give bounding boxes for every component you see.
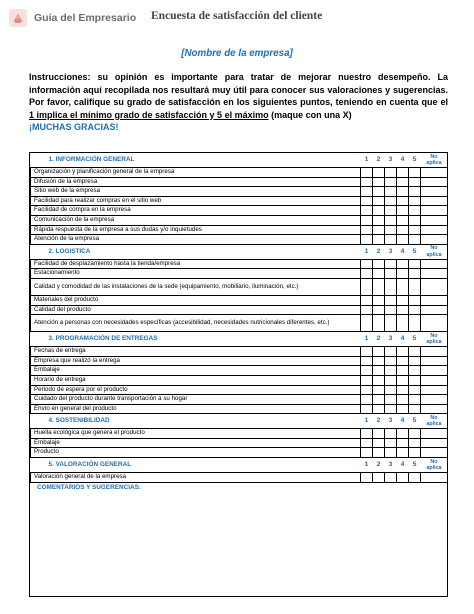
rating-box-1[interactable] bbox=[361, 168, 373, 178]
rating-box-4[interactable] bbox=[397, 385, 409, 395]
rating-box-2[interactable] bbox=[373, 269, 385, 279]
rating-box-na[interactable] bbox=[421, 187, 448, 197]
rating-box-5[interactable] bbox=[409, 375, 421, 385]
table-row bbox=[31, 206, 448, 216]
instructions-scale-note: 1 implica el mínimo grado de satisfacción y 5 el máximo bbox=[29, 109, 269, 120]
criterion-label: Envío en general del producto bbox=[31, 404, 361, 414]
criterion-label: Organización y planificación general de la empresa bbox=[31, 168, 361, 178]
rating-box-5[interactable] bbox=[409, 429, 421, 439]
rating-box-na[interactable] bbox=[421, 375, 448, 385]
scale-header-s1: 1 bbox=[364, 335, 369, 343]
rating-box-na[interactable] bbox=[421, 385, 448, 395]
rating-box-3[interactable] bbox=[385, 196, 397, 206]
document-title: Encuesta de satisfacción del cliente bbox=[151, 10, 323, 22]
rating-box-1[interactable] bbox=[361, 429, 373, 439]
rating-box-5[interactable] bbox=[409, 438, 421, 448]
rating-box-2[interactable] bbox=[373, 315, 385, 332]
criterion-label: Cuidado del producto durante transportación a su hogar bbox=[31, 395, 361, 405]
rating-box-2[interactable] bbox=[373, 375, 385, 385]
rating-box-5[interactable] bbox=[409, 168, 421, 178]
rating-box-3[interactable] bbox=[385, 305, 397, 315]
table-row bbox=[31, 235, 448, 245]
table-row bbox=[31, 473, 448, 483]
rating-box-1[interactable] bbox=[361, 438, 373, 448]
scale-header-s2: 2 bbox=[376, 247, 381, 255]
rating-box-2[interactable] bbox=[373, 385, 385, 395]
table-row bbox=[31, 225, 448, 235]
rating-box-4[interactable] bbox=[397, 347, 409, 357]
rating-box-1[interactable] bbox=[361, 215, 373, 225]
not-applicable-header bbox=[421, 244, 448, 259]
table-row bbox=[31, 259, 448, 269]
rating-box-1[interactable] bbox=[361, 404, 373, 414]
scale-header-s3: 3 bbox=[388, 247, 393, 255]
rating-box-3[interactable] bbox=[385, 404, 397, 414]
rating-box-1[interactable] bbox=[361, 305, 373, 315]
rating-box-3[interactable] bbox=[385, 187, 397, 197]
rating-box-2[interactable] bbox=[373, 448, 385, 458]
rating-box-5[interactable] bbox=[409, 269, 421, 279]
rating-box-5[interactable] bbox=[409, 448, 421, 458]
rating-box-4[interactable] bbox=[397, 305, 409, 315]
rating-box-5[interactable] bbox=[409, 366, 421, 376]
rating-box-5[interactable] bbox=[409, 259, 421, 269]
rating-box-1[interactable] bbox=[361, 196, 373, 206]
rating-box-4[interactable] bbox=[397, 206, 409, 216]
criterion-label: Sitio web de la empresa bbox=[31, 187, 361, 197]
rating-box-4[interactable] bbox=[397, 269, 409, 279]
rating-box-2[interactable] bbox=[373, 429, 385, 439]
rating-box-na[interactable] bbox=[421, 438, 448, 448]
section-header bbox=[31, 244, 448, 259]
rating-box-5[interactable] bbox=[409, 196, 421, 206]
rating-box-4[interactable] bbox=[397, 295, 409, 305]
criterion-label: Difusión de la empresa bbox=[31, 177, 361, 187]
rating-box-2[interactable] bbox=[373, 473, 385, 483]
rating-box-4[interactable] bbox=[397, 225, 409, 235]
rating-box-5[interactable] bbox=[409, 177, 421, 187]
scale-header-s3: 3 bbox=[388, 417, 393, 425]
criterion-label: Empresa que realizó la entrega bbox=[31, 356, 361, 366]
rating-box-3[interactable] bbox=[385, 235, 397, 245]
rating-box-4[interactable] bbox=[397, 404, 409, 414]
rating-box-3[interactable] bbox=[385, 278, 397, 295]
rating-box-3[interactable] bbox=[385, 366, 397, 376]
rating-box-5[interactable] bbox=[409, 404, 421, 414]
rating-box-na[interactable] bbox=[421, 196, 448, 206]
section-header bbox=[31, 458, 448, 473]
rating-box-4[interactable] bbox=[397, 429, 409, 439]
rating-box-3[interactable] bbox=[385, 315, 397, 332]
section-title: 1. INFORMACIÓN GENERAL bbox=[48, 156, 135, 163]
rating-box-na[interactable] bbox=[421, 269, 448, 279]
scale-header-s1: 1 bbox=[364, 417, 369, 425]
rating-box-3[interactable] bbox=[385, 269, 397, 279]
rating-box-na[interactable] bbox=[421, 305, 448, 315]
instructions-tail: (maque con una X) bbox=[268, 109, 352, 120]
scale-header-s5: 5 bbox=[412, 461, 417, 469]
criterion-label: Atención de la empresa bbox=[31, 235, 361, 245]
na-line-1: No bbox=[430, 414, 438, 421]
rating-box-1[interactable] bbox=[361, 315, 373, 332]
section-title: 4. SOSTENIBILIDAD bbox=[48, 417, 110, 425]
table-row bbox=[31, 395, 448, 405]
thanks-text: ¡MUCHAS GRACIAS! bbox=[29, 122, 119, 132]
scale-header-s1: 1 bbox=[364, 156, 369, 163]
scale-header-s5: 5 bbox=[412, 247, 417, 255]
rating-box-3[interactable] bbox=[385, 375, 397, 385]
rating-box-3[interactable] bbox=[385, 438, 397, 448]
rating-box-1[interactable] bbox=[361, 177, 373, 187]
instructions-lead: Instrucciones: su opinión es importante para tratar de mejorar nuestro desempeño. La información aquí recopilada nos resultará muy útil para conocer sus valoraciones y sugerencias. Por favor, califique su grado de satisfacción en los siguientes puntos, teniendo en cuenta que el bbox=[29, 72, 448, 107]
na-line-2: aplica bbox=[426, 251, 442, 258]
scale-header-s3: 3 bbox=[388, 156, 393, 163]
table-row bbox=[31, 366, 448, 376]
table-row bbox=[31, 177, 448, 187]
na-line-1: No bbox=[430, 332, 438, 339]
not-applicable-header bbox=[421, 458, 448, 473]
rating-box-5[interactable] bbox=[409, 473, 421, 483]
scale-header-s5: 5 bbox=[412, 156, 417, 163]
rating-box-3[interactable] bbox=[385, 448, 397, 458]
na-line-2: aplica bbox=[426, 160, 442, 166]
table-row bbox=[31, 438, 448, 448]
section-title: 5. VALORACIÓN GENERAL bbox=[48, 461, 132, 469]
criterion-label: Facilidad para realizar compras en el sitio web bbox=[31, 196, 361, 206]
table-row bbox=[31, 347, 448, 357]
rating-box-1[interactable] bbox=[361, 269, 373, 279]
criterion-label: Embalaje bbox=[31, 438, 361, 448]
scale-header-s3: 3 bbox=[388, 461, 393, 469]
rating-box-2[interactable] bbox=[373, 404, 385, 414]
table-row bbox=[31, 404, 448, 414]
rating-box-2[interactable] bbox=[373, 168, 385, 178]
rating-box-5[interactable] bbox=[409, 385, 421, 395]
rating-box-2[interactable] bbox=[373, 305, 385, 315]
criterion-label: Atención a personas con necesidades específicas (accesibilidad, necesidades nutricionales diferentes, etc.) bbox=[31, 315, 361, 332]
not-applicable-header bbox=[421, 153, 448, 168]
na-line-1: No bbox=[430, 458, 438, 465]
rating-box-3[interactable] bbox=[385, 473, 397, 483]
rating-box-5[interactable] bbox=[409, 206, 421, 216]
scale-header-s4: 4 bbox=[400, 335, 405, 343]
criterion-label: Rápida respuesta de la empresa a sus dudas y/o inquietudes bbox=[31, 225, 361, 235]
rating-box-na[interactable] bbox=[421, 278, 448, 295]
rating-box-3[interactable] bbox=[385, 347, 397, 357]
rating-box-2[interactable] bbox=[373, 278, 385, 295]
rating-box-4[interactable] bbox=[397, 235, 409, 245]
na-line-1: No bbox=[430, 153, 438, 160]
rating-box-na[interactable] bbox=[421, 215, 448, 225]
rating-box-5[interactable] bbox=[409, 347, 421, 357]
rating-box-2[interactable] bbox=[373, 177, 385, 187]
rating-box-4[interactable] bbox=[397, 315, 409, 332]
scale-header-s4: 4 bbox=[400, 417, 405, 425]
criterion-label: Embalaje bbox=[31, 366, 361, 376]
rating-box-4[interactable] bbox=[397, 366, 409, 376]
rating-box-3[interactable] bbox=[385, 168, 397, 178]
section-header bbox=[31, 153, 448, 168]
rating-box-1[interactable] bbox=[361, 448, 373, 458]
rating-box-na[interactable] bbox=[421, 395, 448, 405]
rating-box-na[interactable] bbox=[421, 448, 448, 458]
rating-box-3[interactable] bbox=[385, 356, 397, 366]
rating-box-1[interactable] bbox=[361, 375, 373, 385]
rating-box-3[interactable] bbox=[385, 225, 397, 235]
rating-box-na[interactable] bbox=[421, 206, 448, 216]
table-row bbox=[31, 375, 448, 385]
criterion-label: Producto bbox=[31, 448, 361, 458]
rating-box-5[interactable] bbox=[409, 356, 421, 366]
rating-box-4[interactable] bbox=[397, 168, 409, 178]
table-row bbox=[31, 168, 448, 178]
rating-box-5[interactable] bbox=[409, 225, 421, 235]
criterion-label: Huella ecológica que genera el producto bbox=[31, 429, 361, 439]
rating-box-na[interactable] bbox=[421, 225, 448, 235]
rating-box-1[interactable] bbox=[361, 347, 373, 357]
rating-box-na[interactable] bbox=[421, 168, 448, 178]
na-line-2: aplica bbox=[426, 421, 442, 428]
rating-box-3[interactable] bbox=[385, 215, 397, 225]
scale-header-s2: 2 bbox=[376, 156, 381, 163]
table-row bbox=[31, 295, 448, 305]
rating-box-1[interactable] bbox=[361, 366, 373, 376]
rating-box-4[interactable] bbox=[397, 177, 409, 187]
rating-box-4[interactable] bbox=[397, 448, 409, 458]
rating-box-2[interactable] bbox=[373, 215, 385, 225]
rating-box-3[interactable] bbox=[385, 429, 397, 439]
rating-box-na[interactable] bbox=[421, 356, 448, 366]
scale-header-s1: 1 bbox=[364, 247, 369, 255]
scale-header-s4: 4 bbox=[400, 156, 405, 163]
rating-box-1[interactable] bbox=[361, 395, 373, 405]
rating-box-1[interactable] bbox=[361, 385, 373, 395]
section-title: 2. LOGISTICA bbox=[48, 247, 91, 255]
rating-box-2[interactable] bbox=[373, 206, 385, 216]
rating-box-1[interactable] bbox=[361, 225, 373, 235]
criterion-label: Materiales del producto bbox=[31, 295, 361, 305]
rating-box-na[interactable] bbox=[421, 315, 448, 332]
criterion-label: Periodo de espera por el producto bbox=[31, 385, 361, 395]
scale-header-s2: 2 bbox=[376, 417, 381, 425]
section-header bbox=[31, 414, 448, 429]
comments-label: COMENTARIOS Y SUGERENCIAS: bbox=[37, 484, 142, 491]
table-row bbox=[31, 385, 448, 395]
scale-header-s5: 5 bbox=[412, 335, 417, 343]
document-header bbox=[8, 6, 468, 32]
scale-header-s1: 1 bbox=[364, 461, 369, 469]
rating-box-na[interactable] bbox=[421, 295, 448, 305]
scale-header-s3: 3 bbox=[388, 335, 393, 343]
rating-box-1[interactable] bbox=[361, 278, 373, 295]
rating-box-na[interactable] bbox=[421, 259, 448, 269]
rating-box-2[interactable] bbox=[373, 366, 385, 376]
rating-box-na[interactable] bbox=[421, 366, 448, 376]
rating-box-4[interactable] bbox=[397, 395, 409, 405]
rating-box-1[interactable] bbox=[361, 295, 373, 305]
not-applicable-header bbox=[421, 414, 448, 429]
rating-box-1[interactable] bbox=[361, 356, 373, 366]
rating-box-5[interactable] bbox=[409, 215, 421, 225]
rating-form bbox=[29, 152, 448, 597]
rating-box-2[interactable] bbox=[373, 356, 385, 366]
rating-table bbox=[30, 153, 448, 483]
table-row bbox=[31, 305, 448, 315]
rating-box-na[interactable] bbox=[421, 404, 448, 414]
rating-box-2[interactable] bbox=[373, 196, 385, 206]
instructions bbox=[29, 71, 448, 134]
criterion-label: Horario de entrega bbox=[31, 375, 361, 385]
section-title: 3. PROGRAMACIÓN DE ENTREGAS bbox=[48, 335, 158, 343]
rating-box-4[interactable] bbox=[397, 438, 409, 448]
criterion-label: Valoración general de la empresa bbox=[31, 473, 361, 483]
rating-box-2[interactable] bbox=[373, 438, 385, 448]
table-row bbox=[31, 315, 448, 332]
rating-box-2[interactable] bbox=[373, 259, 385, 269]
na-line-2: aplica bbox=[426, 339, 442, 346]
rating-box-5[interactable] bbox=[409, 295, 421, 305]
criterion-label: Facilidad de desplazamiento hasta la tienda/empresa bbox=[31, 259, 361, 269]
criterion-label: Estacionamiento bbox=[31, 269, 361, 279]
rating-box-1[interactable] bbox=[361, 206, 373, 216]
rating-box-2[interactable] bbox=[373, 235, 385, 245]
rating-box-2[interactable] bbox=[373, 347, 385, 357]
rating-box-2[interactable] bbox=[373, 295, 385, 305]
rating-box-1[interactable] bbox=[361, 473, 373, 483]
criterion-label: Calidad y comodidad de las instalaciones de la sede (equipamiento, mobiliario, iluminación, etc.) bbox=[31, 278, 361, 295]
table-row bbox=[31, 269, 448, 279]
rating-box-4[interactable] bbox=[397, 473, 409, 483]
rating-box-5[interactable] bbox=[409, 235, 421, 245]
scale-header-s4: 4 bbox=[400, 461, 405, 469]
not-applicable-header bbox=[421, 332, 448, 347]
rating-box-na[interactable] bbox=[421, 177, 448, 187]
rating-box-4[interactable] bbox=[397, 196, 409, 206]
table-row bbox=[31, 196, 448, 206]
table-row bbox=[31, 429, 448, 439]
rating-box-na[interactable] bbox=[421, 235, 448, 245]
scale-header-s2: 2 bbox=[376, 335, 381, 343]
rating-box-2[interactable] bbox=[373, 395, 385, 405]
rating-box-3[interactable] bbox=[385, 206, 397, 216]
scale-header-s4: 4 bbox=[400, 247, 405, 255]
na-line-1: No bbox=[430, 245, 438, 252]
rating-box-2[interactable] bbox=[373, 187, 385, 197]
rating-box-na[interactable] bbox=[421, 429, 448, 439]
criterion-label: Comunicación de la empresa bbox=[31, 215, 361, 225]
table-row bbox=[31, 215, 448, 225]
brand-name: Guía del Empresario bbox=[34, 12, 137, 24]
company-name-placeholder[interactable]: [Nombre de la empresa] bbox=[181, 48, 293, 59]
rating-box-1[interactable] bbox=[361, 187, 373, 197]
na-line-2: aplica bbox=[426, 465, 442, 472]
rating-box-3[interactable] bbox=[385, 385, 397, 395]
criterion-label: Calidad del producto bbox=[31, 305, 361, 315]
rating-box-4[interactable] bbox=[397, 375, 409, 385]
rating-box-1[interactable] bbox=[361, 235, 373, 245]
rating-box-4[interactable] bbox=[397, 215, 409, 225]
rating-box-4[interactable] bbox=[397, 187, 409, 197]
rating-box-5[interactable] bbox=[409, 315, 421, 332]
scale-header-s2: 2 bbox=[376, 461, 381, 469]
rating-box-4[interactable] bbox=[397, 356, 409, 366]
criterion-label: Fechas de entrega bbox=[31, 347, 361, 357]
table-row bbox=[31, 187, 448, 197]
scale-header-s5: 5 bbox=[412, 417, 417, 425]
rating-box-4[interactable] bbox=[397, 259, 409, 269]
rating-box-3[interactable] bbox=[385, 259, 397, 269]
rating-box-3[interactable] bbox=[385, 177, 397, 187]
rating-box-5[interactable] bbox=[409, 278, 421, 295]
rating-box-5[interactable] bbox=[409, 305, 421, 315]
rating-box-4[interactable] bbox=[397, 278, 409, 295]
rating-box-5[interactable] bbox=[409, 395, 421, 405]
rating-box-na[interactable] bbox=[421, 347, 448, 357]
rating-box-3[interactable] bbox=[385, 395, 397, 405]
criterion-label: Facilidad de compra en la empresa bbox=[31, 206, 361, 216]
rating-box-3[interactable] bbox=[385, 295, 397, 305]
rating-box-5[interactable] bbox=[409, 187, 421, 197]
rating-box-2[interactable] bbox=[373, 225, 385, 235]
table-row bbox=[31, 278, 448, 295]
table-row bbox=[31, 356, 448, 366]
section-header bbox=[31, 332, 448, 347]
brand-logo-icon bbox=[8, 8, 28, 28]
table-row bbox=[31, 448, 448, 458]
rating-box-na[interactable] bbox=[421, 473, 448, 483]
rating-box-1[interactable] bbox=[361, 259, 373, 269]
